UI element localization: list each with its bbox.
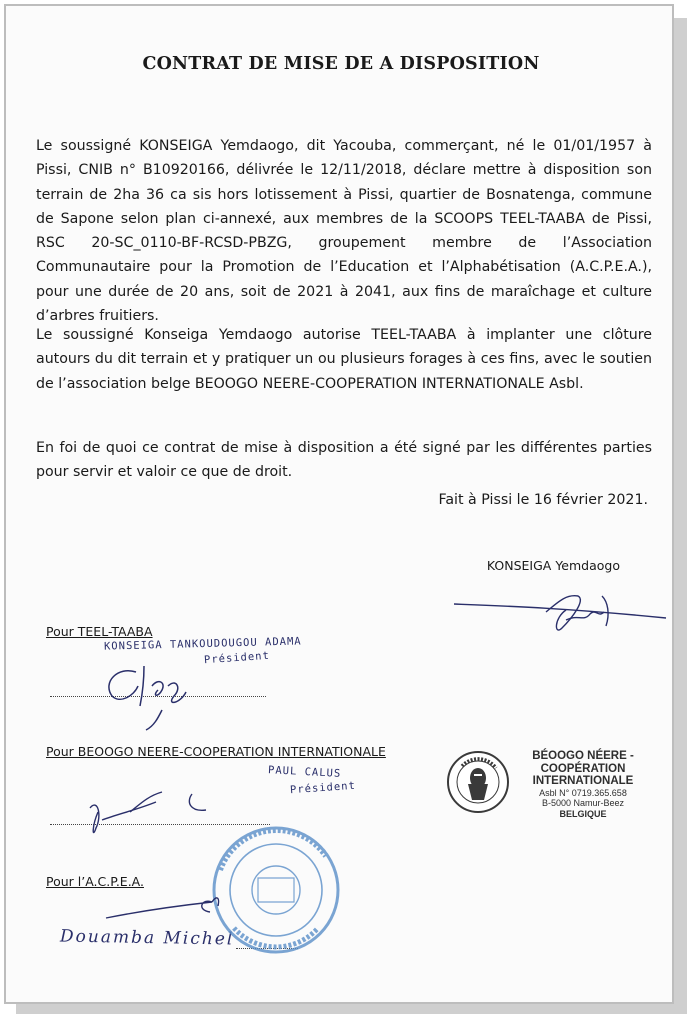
paragraph-authorization: Le soussigné Konseiga Yemdaogo autorise TEEL-TAABA à implanter une clôture autours du dit terrain et y pratiquer un ou plusieurs forages à ces fins, avec le soutien de l’association belge BEOOGO NEERE-COOPERATION INTERNATIONALE Asbl. (36, 327, 652, 392)
document-page (4, 4, 674, 1004)
document-title: CONTRAT DE MISE DE A DISPOSITION (142, 54, 540, 74)
signature-label-beoogo: Pour BEOOGO NEERE-COOPERATION INTERNATIONALE (46, 744, 386, 759)
stamp-name-line2: COOPÉRATION (540, 762, 626, 775)
signature-label-teel-taaba: Pour TEEL-TAABA (46, 624, 153, 639)
stamp-address: B-5000 Namur-Beez (541, 798, 625, 808)
stamp-name-line3: INTERNATIONALE (532, 775, 634, 787)
paragraph-terms: Le soussigné KONSEIGA Yemdaogo, dit Yacouba, commerçant, né le 01/01/1957 à Pissi, CNIB n° B10920166, délivrée le 12/11/2018, déclare mettre à disposition son terrain de 2ha 36 ca sis hors lotissement à Pissi, quartier de Bosnatenga, commune de Sapone selon plan ci-annexé, aux membres de la SCOOPS TEEL-TAABA de Pissi, RSC 20-SC_0110-BF-RCSD-PBZG, groupement membre de l’Association Communautaire pour la Promotion de l’Education et l’Alphabétisation (A.C.P.E.A.), pour une durée de 20 ans, soit de 2021 à 2041, aux fins de maraîchage et culture d’arbres fruitiers. (36, 138, 652, 325)
acpea-seal (214, 828, 338, 952)
paragraph-conclusion: En foi de quoi ce contrat de mise à disposition a été signé par les différentes parties pour servir et valoir ce que de droit. (36, 440, 652, 481)
acpea-signature (106, 898, 219, 918)
handwritten-name-teel-taaba: KONSEIGA TANKOUDOUGOU ADAMA (103, 635, 302, 653)
place-date: Fait à Pissi le 16 février 2021. (438, 492, 648, 508)
stamp-name-line1: BÉOOGO NÉERE - (532, 750, 634, 762)
beoogo-signature (90, 792, 206, 833)
lessor-name: KONSEIGA Yemdaogo (486, 558, 620, 573)
handwritten-title-teel-taaba: Président (203, 649, 271, 667)
signature-graphics (6, 6, 676, 1006)
beoogo-stamp-logo (448, 752, 508, 812)
lessor-signature (454, 596, 666, 630)
teel-taaba-signature (109, 666, 186, 730)
stamp-registration: Asbl N° 0719.365.658 (539, 787, 627, 798)
signature-label-acpea: Pour l’A.C.P.E.A. (46, 874, 144, 889)
handwritten-name-beoogo: PAUL CALUS (267, 764, 342, 780)
stamp-country: BELGIQUE (559, 808, 607, 819)
handwritten-title-beoogo: Président (289, 779, 357, 797)
handwritten-name-acpea: Douamba Michel (59, 926, 235, 950)
